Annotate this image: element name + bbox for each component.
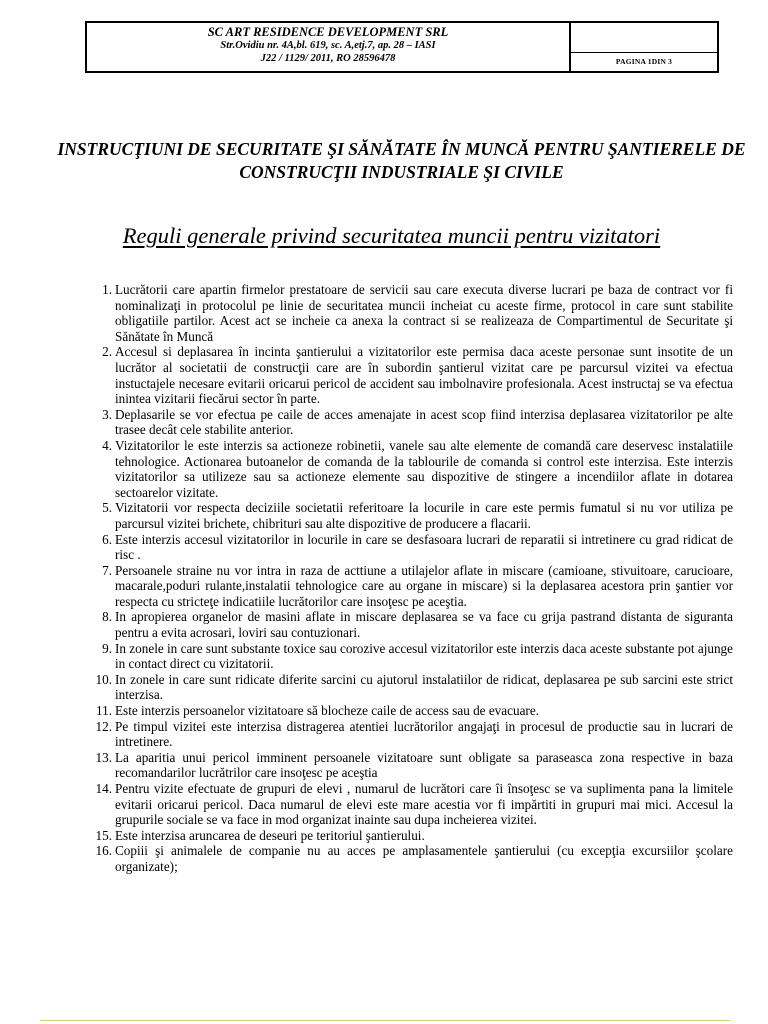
- page-info: [571, 23, 717, 71]
- list-item: [95, 718, 733, 750]
- list-item: [102, 609, 733, 641]
- list-item: [102, 437, 733, 500]
- item-text: Copiii şi animalele de companie nu au acces pe amplasamentele şantierului (cu excepţia excursiilor şcolare organizate);: [115, 843, 733, 874]
- item-number: 14.: [95, 781, 112, 796]
- document-subtitle: Reguli generale privind securitatea muncii pentru vizitatori: [122, 223, 661, 248]
- list-item: [102, 500, 733, 531]
- list-item: [95, 843, 733, 874]
- item-text: Vizitatorilor le este interzis sa actioneze robinetii, vanele sau alte elemente de comandă care deservesc instalatiile tehnologice. Actionarea butoanelor de comanda de la tablourile de comanda si control este interzisa. Este interzis vizitatorilor sa utilizeze sau sa actioneze elemente sau dispozitive de stingere a incendiilor aflate in dotarea sectoarelor vizitate.: [115, 437, 733, 500]
- item-number: 7.: [102, 562, 112, 578]
- item-text: Este interzis persoanelor vizitatoare să blocheze caile de access sau de evacuare.: [115, 703, 539, 719]
- list-item: [95, 749, 733, 781]
- item-number: 5.: [102, 500, 112, 516]
- list-item: [102, 562, 733, 610]
- company-address: Str.Ovidiu nr. 4A,bl. 619, sc. A,etj.7, ap. 28 – IASI: [220, 40, 436, 51]
- item-number: 9.: [102, 640, 112, 656]
- company-name: SC ART RESIDENCE DEVELOPMENT SRL: [207, 25, 449, 39]
- item-text: Pe timpul vizitei este interzisa distragerea atentiei lucrătorilor angajaţi in procesul de productie sau in lucrari de intretinere.: [115, 718, 733, 750]
- item-number: 13.: [95, 749, 112, 765]
- item-text: In apropierea organelor de masini aflate in miscare deplasarea se va face cu grija pastrand distanta de siguranta pentru a evita acrosari, loviri sau contuzionari.: [115, 609, 733, 641]
- list-item: [95, 781, 733, 828]
- list-item: [102, 640, 733, 672]
- page-number: PAGINA 1DIN 3: [615, 57, 673, 66]
- list-item: [96, 703, 733, 719]
- document-header: [85, 21, 719, 73]
- item-number: 3.: [102, 406, 112, 422]
- item-number: 16.: [95, 843, 112, 859]
- item-number: 15.: [95, 827, 112, 843]
- list-item: [102, 531, 733, 563]
- item-text: Este interzisa aruncarea de deseuri pe teritoriul şantierului.: [115, 827, 425, 843]
- document-title: INSTRUCŢIUNI DE SECURITATE ŞI SĂNĂTATE ÎN MUNCĂ PENTRU ŞANTIERELE DE CONSTRUCŢII INDUSTRIALE ŞI CIVILE: [57, 139, 746, 182]
- list-item: [102, 406, 733, 438]
- item-text: Accesul si deplasarea în incinta şantierului a vizitatorilor este permisa daca aceste personae sunt insotite de un lucrător al societatii de construcţii care are în subordin şantierul vizitat care pe parcursul vizitei va efectua instuctajele necesare evitarii oricarui pericol de accident sau imbolnavire profesionala. Acest instructaj se va efectua inintea vizitarii fiecărui sector în parte.: [115, 344, 733, 407]
- list-item: [95, 671, 733, 703]
- item-number: 6.: [102, 531, 112, 547]
- item-number: 2.: [102, 344, 112, 360]
- item-number: 11.: [96, 703, 112, 719]
- item-text: Deplasarile se vor efectua pe caile de acces amenajate in acest scop fiind interzisa deplasarea vizitatorilor pe alte trasee decât cele stabilite anterior.: [115, 406, 733, 438]
- header-blank-cell: [571, 23, 717, 53]
- item-text: Persoanele straine nu vor intra in raza de acttiune a utilajelor aflate in miscare (camioane, stivuitoare, carucioare, macarale,poduri rulante,instalatii tehnologice care au organe in miscare) si la deplasarea acestora prin şantier vor respecta cu stricteţe indicatiile lucrătorilor care insoţesc pe aceştia.: [115, 562, 733, 609]
- item-number: 8.: [102, 609, 112, 625]
- company-info: [87, 23, 571, 71]
- list-item: [95, 827, 733, 844]
- footer-divider: [40, 1020, 730, 1021]
- rules-list: [95, 282, 733, 875]
- item-text: In zonele in care sunt ridicate diferite sarcini cu ajutorul instalatiilor de ridicat, deplasarea pe sub sarcini este strict interzisa.: [115, 671, 733, 703]
- company-registry: J22 / 1129/ 2011, RO 28596478: [260, 53, 396, 64]
- item-number: 1.: [102, 282, 112, 297]
- list-item: [102, 282, 733, 344]
- item-text: Pentru vizite efectuate de grupuri de elevi , numarul de lucrători care îi însoţesc se va suplimenta pana la limitele evitarii oricarui pericol. Daca numarul de elevi este mare acestia vor fi impărtiti in grupuri mai mici. Accesul la grupurile sociale se va face in mod organizat inainte sau dupa incheierea vizitei.: [115, 781, 733, 828]
- item-text: Vizitatorii vor respecta deciziile societatii referitoare la locurile in care este permis fumatul si nu vor utiliza pe parcursul vizitei brichete, chibrituri sau alte dispozitive de producere a flacarii.: [115, 500, 733, 531]
- item-number: 10.: [95, 671, 112, 687]
- item-text: Este interzis accesul vizitatorilor in locurile in care se desfasoara lucrari de reparatii si intretinere cu grad ridicat de risc .: [115, 531, 733, 563]
- item-number: 12.: [95, 718, 112, 734]
- item-text: Lucrătorii care apartin firmelor prestatoare de servicii sau care executa diverse lucrari pe baza de contract vor fi nominalizaţi in protocolul pe linie de securitatea muncii incheiat cu aceste firme, protocol in care sunt stabilite obligatiile partilor. Acest act se incheie ca anexa la contract si se realizeaza de Compartimentul de Securitate şi Sănătate în Muncă: [115, 282, 733, 344]
- item-number: 4.: [102, 437, 112, 453]
- item-text: In zonele in care sunt substante toxice sau corozive accesul vizitatorilor este interzis daca aceste substante pot ajunge in contact direct cu vizitatorii.: [115, 640, 733, 672]
- item-text: La aparitia unui pericol imminent persoanele vizitatoare sunt obligate sa paraseasca zona respective in baza recomandarilor lucrătrilor care insoţesc pe aceştia: [115, 749, 733, 781]
- list-item: [102, 344, 733, 407]
